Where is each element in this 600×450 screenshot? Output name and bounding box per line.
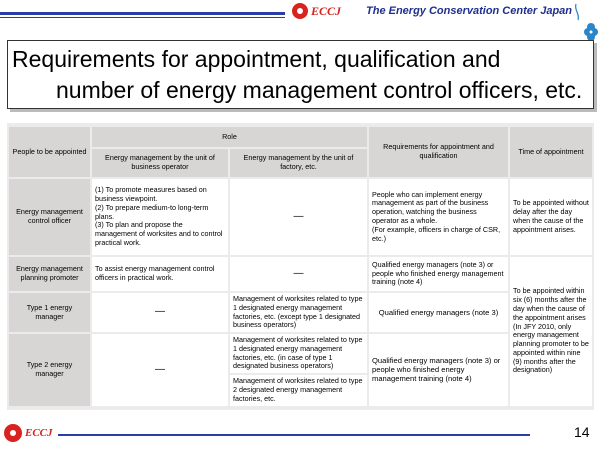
cell-type2-requirements: Qualified energy managers (note 3) or people who finished energy management training (note 4) [369,334,508,405]
footer-rule [58,434,530,436]
header-logo-text: ECCJ [311,3,342,18]
header-people: People to be appointed [9,127,90,177]
eccj-logo-icon [4,424,22,442]
table-row [9,334,592,373]
slide-title-line-1: Requirements for appointment, qualification and [12,46,501,72]
cell-control-officer-timing: To be appointed without delay after the day when the cause of the appointment arises. [510,179,592,255]
cell-control-officer-requirements: People who can implement energy management as part of the business operation, watching the business operator as a whole. (For example, officers in charge of CSR, etc.) [369,179,508,255]
cell-control-officer-factory: — [230,179,367,255]
row-label-control-officer: Energy management control officer [9,179,90,255]
list-item: (1) To promote measures based on business viewpoint. [95,185,207,204]
cell-type2-business: — [92,334,228,405]
cell-planning-promoter-factory: — [230,257,367,291]
table-row [9,257,592,291]
footer-logo [4,424,53,442]
cell-planning-promoter-requirements: Qualified energy managers (note 3) or people who finished energy management training (note 4) [369,257,508,291]
table-row [9,293,592,332]
slide-title-box [7,40,594,109]
header-logo [292,3,341,19]
slide-title-line-2: number of energy management control officers, etc. [56,77,583,103]
row-label-type2: Type 2 energy manager [9,334,90,405]
header-role: Role [92,127,367,147]
table-row [9,179,592,255]
cell-type2-factory-a: Management of worksites related to type 1 designated energy management factories, etc. (in case of type 1 designated business operators) [230,334,367,373]
cell-planning-promoter-business: To assist energy management control officers in practical work. [92,257,228,291]
cell-type2-factory-b: Management of worksites related to type 2 designated energy management factories, etc. [230,375,367,405]
row-label-planning-promoter: Energy management planning promoter [9,257,90,291]
cell-type1-factory: Management of worksites related to type 1 designated energy management factories, etc. (except type 1 designated business operators) [230,293,367,332]
eccj-logo-icon [292,3,308,19]
page-number: 14 [574,424,590,440]
requirements-table [7,125,594,408]
header-rule [0,12,285,15]
header-role-business: Energy management by the unit of business operator [92,149,228,177]
cell-type1-requirements: Qualified energy managers (note 3) [369,293,508,332]
header-rule-thin [0,17,285,18]
cell-shared-timing: To be appointed within six (6) months after the day when the cause of the appointment arises (In JFY 2010, only energy management planning promoter to be appointed within nine (9) months after the designation) [510,257,592,406]
list-item: (2) To prepare medium-to long-term plans. [95,202,209,221]
table-header-row [9,127,592,147]
cell-type1-business: — [92,293,228,332]
footer-logo-text: ECCJ [25,427,53,439]
header-requirements: Requirements for appointment and qualification [369,127,508,177]
cell-control-officer-business [92,179,228,255]
header-role-factory: Energy management by the unit of factory, etc. [230,149,367,177]
row-label-type1: Type 1 energy manager [9,293,90,332]
list-item: (3) To plan and propose the management of worksites and to control practical work. [95,220,223,247]
organization-name: The Energy Conservation Center Japan [366,5,572,17]
header-timing: Time of appointment [510,127,592,177]
